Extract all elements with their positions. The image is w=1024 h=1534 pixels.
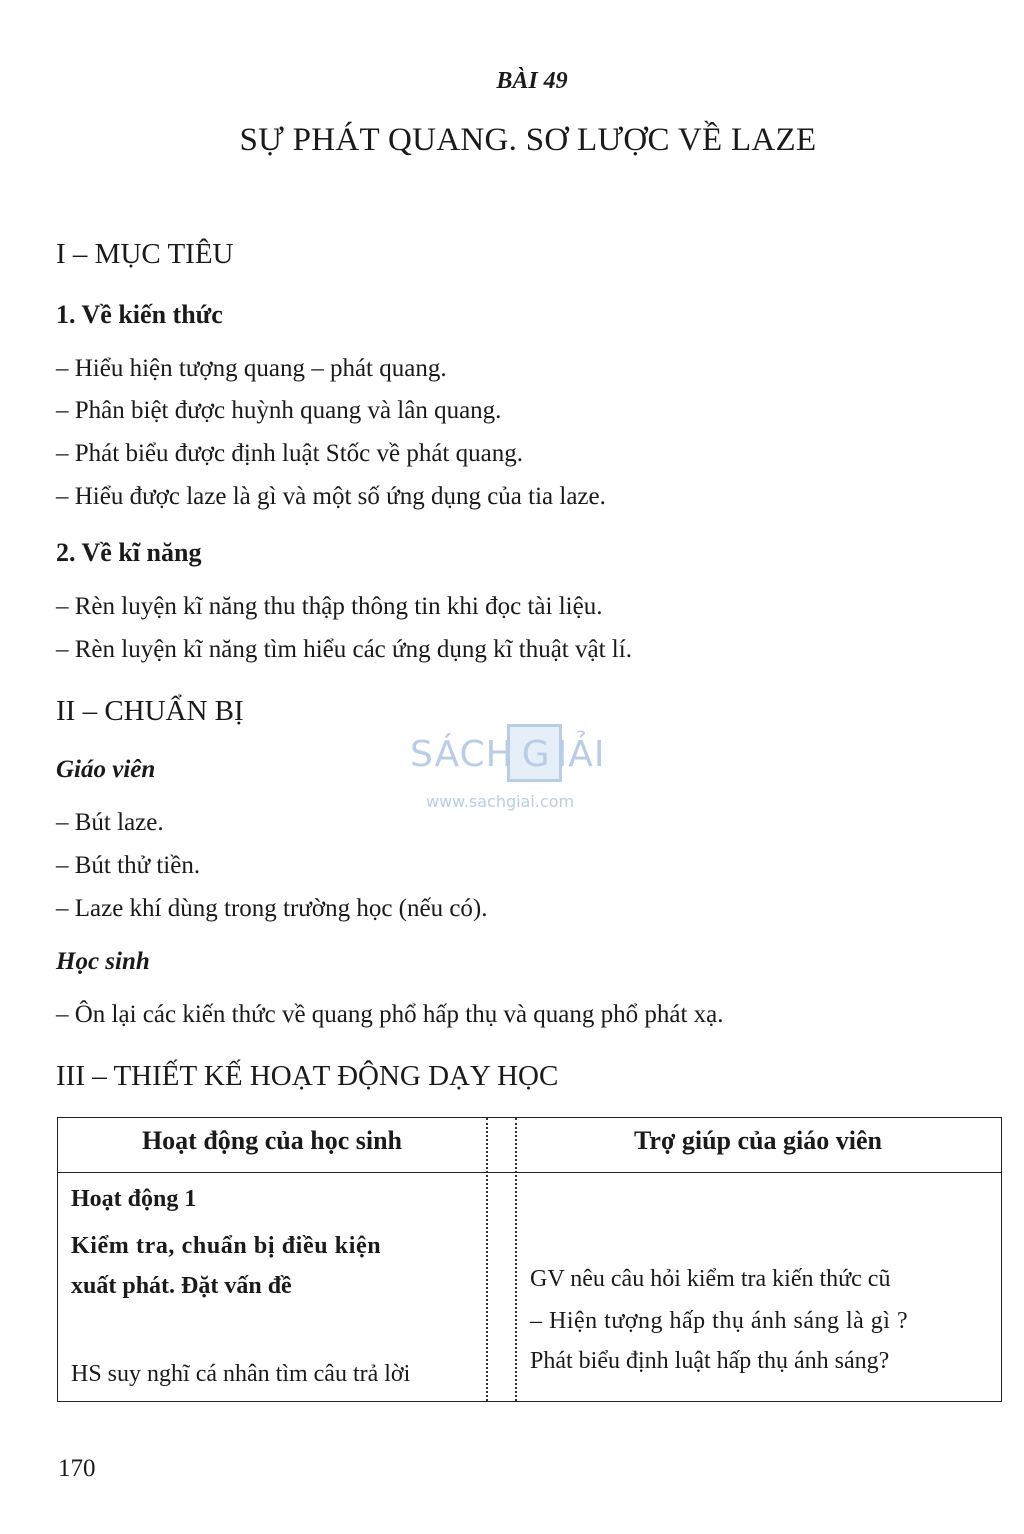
table-column-divider <box>486 1118 488 1401</box>
watermark-url: www.sachgiai.com <box>426 792 575 811</box>
teacher-item: – Bút thử tiền. <box>56 852 201 879</box>
table-header-student: Hoạt động của học sinh <box>141 1126 403 1155</box>
lesson-number: BÀI 49 <box>496 68 568 94</box>
knowledge-heading: 1. Về kiến thức <box>56 300 223 329</box>
teacher-support-text: Phát biểu định luật hấp thụ ánh sáng? <box>530 1348 890 1374</box>
lesson-title: SỰ PHÁT QUANG. SƠ LƯỢC VỀ LAZE <box>239 122 817 158</box>
table-header-divider <box>58 1172 1001 1173</box>
knowledge-item: – Hiểu được laze là gì và một số ứng dụng của tia laze. <box>56 483 606 510</box>
teacher-heading: Giáo viên <box>56 756 156 783</box>
section-objectives-heading: I – MỤC TIÊU <box>56 238 234 270</box>
activity-table <box>57 1117 1002 1402</box>
activity-title: Kiểm tra, chuẩn bị điều kiện <box>71 1233 382 1259</box>
teacher-item: – Bút laze. <box>56 809 164 836</box>
activity-label: Hoạt động 1 <box>71 1186 197 1212</box>
activity-title: xuất phát. Đặt vấn đề <box>71 1273 292 1299</box>
knowledge-item: – Hiểu hiện tượng quang – phát quang. <box>56 355 447 382</box>
teacher-support-text: GV nêu câu hỏi kiểm tra kiến thức cũ <box>530 1266 891 1292</box>
watermark-logo <box>410 720 620 820</box>
knowledge-item: – Phân biệt được huỳnh quang và lân quang. <box>56 397 502 424</box>
student-heading: Học sinh <box>56 948 150 975</box>
teacher-item: – Laze khí dùng trong trường học (nếu có). <box>56 895 488 922</box>
page-number: 170 <box>58 1455 96 1482</box>
knowledge-item: – Phát biểu được định luật Stốc về phát quang. <box>56 440 523 467</box>
skills-item: – Rèn luyện kĩ năng thu thập thông tin khi đọc tài liệu. <box>56 593 603 620</box>
skills-heading: 2. Về kĩ năng <box>56 538 202 567</box>
skills-item: – Rèn luyện kĩ năng tìm hiểu các ứng dụng kĩ thuật vật lí. <box>56 636 632 663</box>
section-preparation-heading: II – CHUẨN BỊ <box>56 695 244 727</box>
teacher-support-text: – Hiện tượng hấp thụ ánh sáng là gì ? <box>530 1308 909 1334</box>
watermark-brand: SÁCH G IẢI <box>410 734 606 775</box>
table-column-divider <box>515 1118 517 1401</box>
table-header-teacher: Trợ giúp của giáo viên <box>634 1126 882 1155</box>
student-response: HS suy nghĩ cá nhân tìm câu trả lời <box>71 1361 411 1387</box>
student-item: – Ôn lại các kiến thức về quang phổ hấp thụ và quang phổ phát xạ. <box>56 1001 724 1028</box>
section-design-heading: III – THIẾT KẾ HOẠT ĐỘNG DẠY HỌC <box>56 1060 559 1092</box>
